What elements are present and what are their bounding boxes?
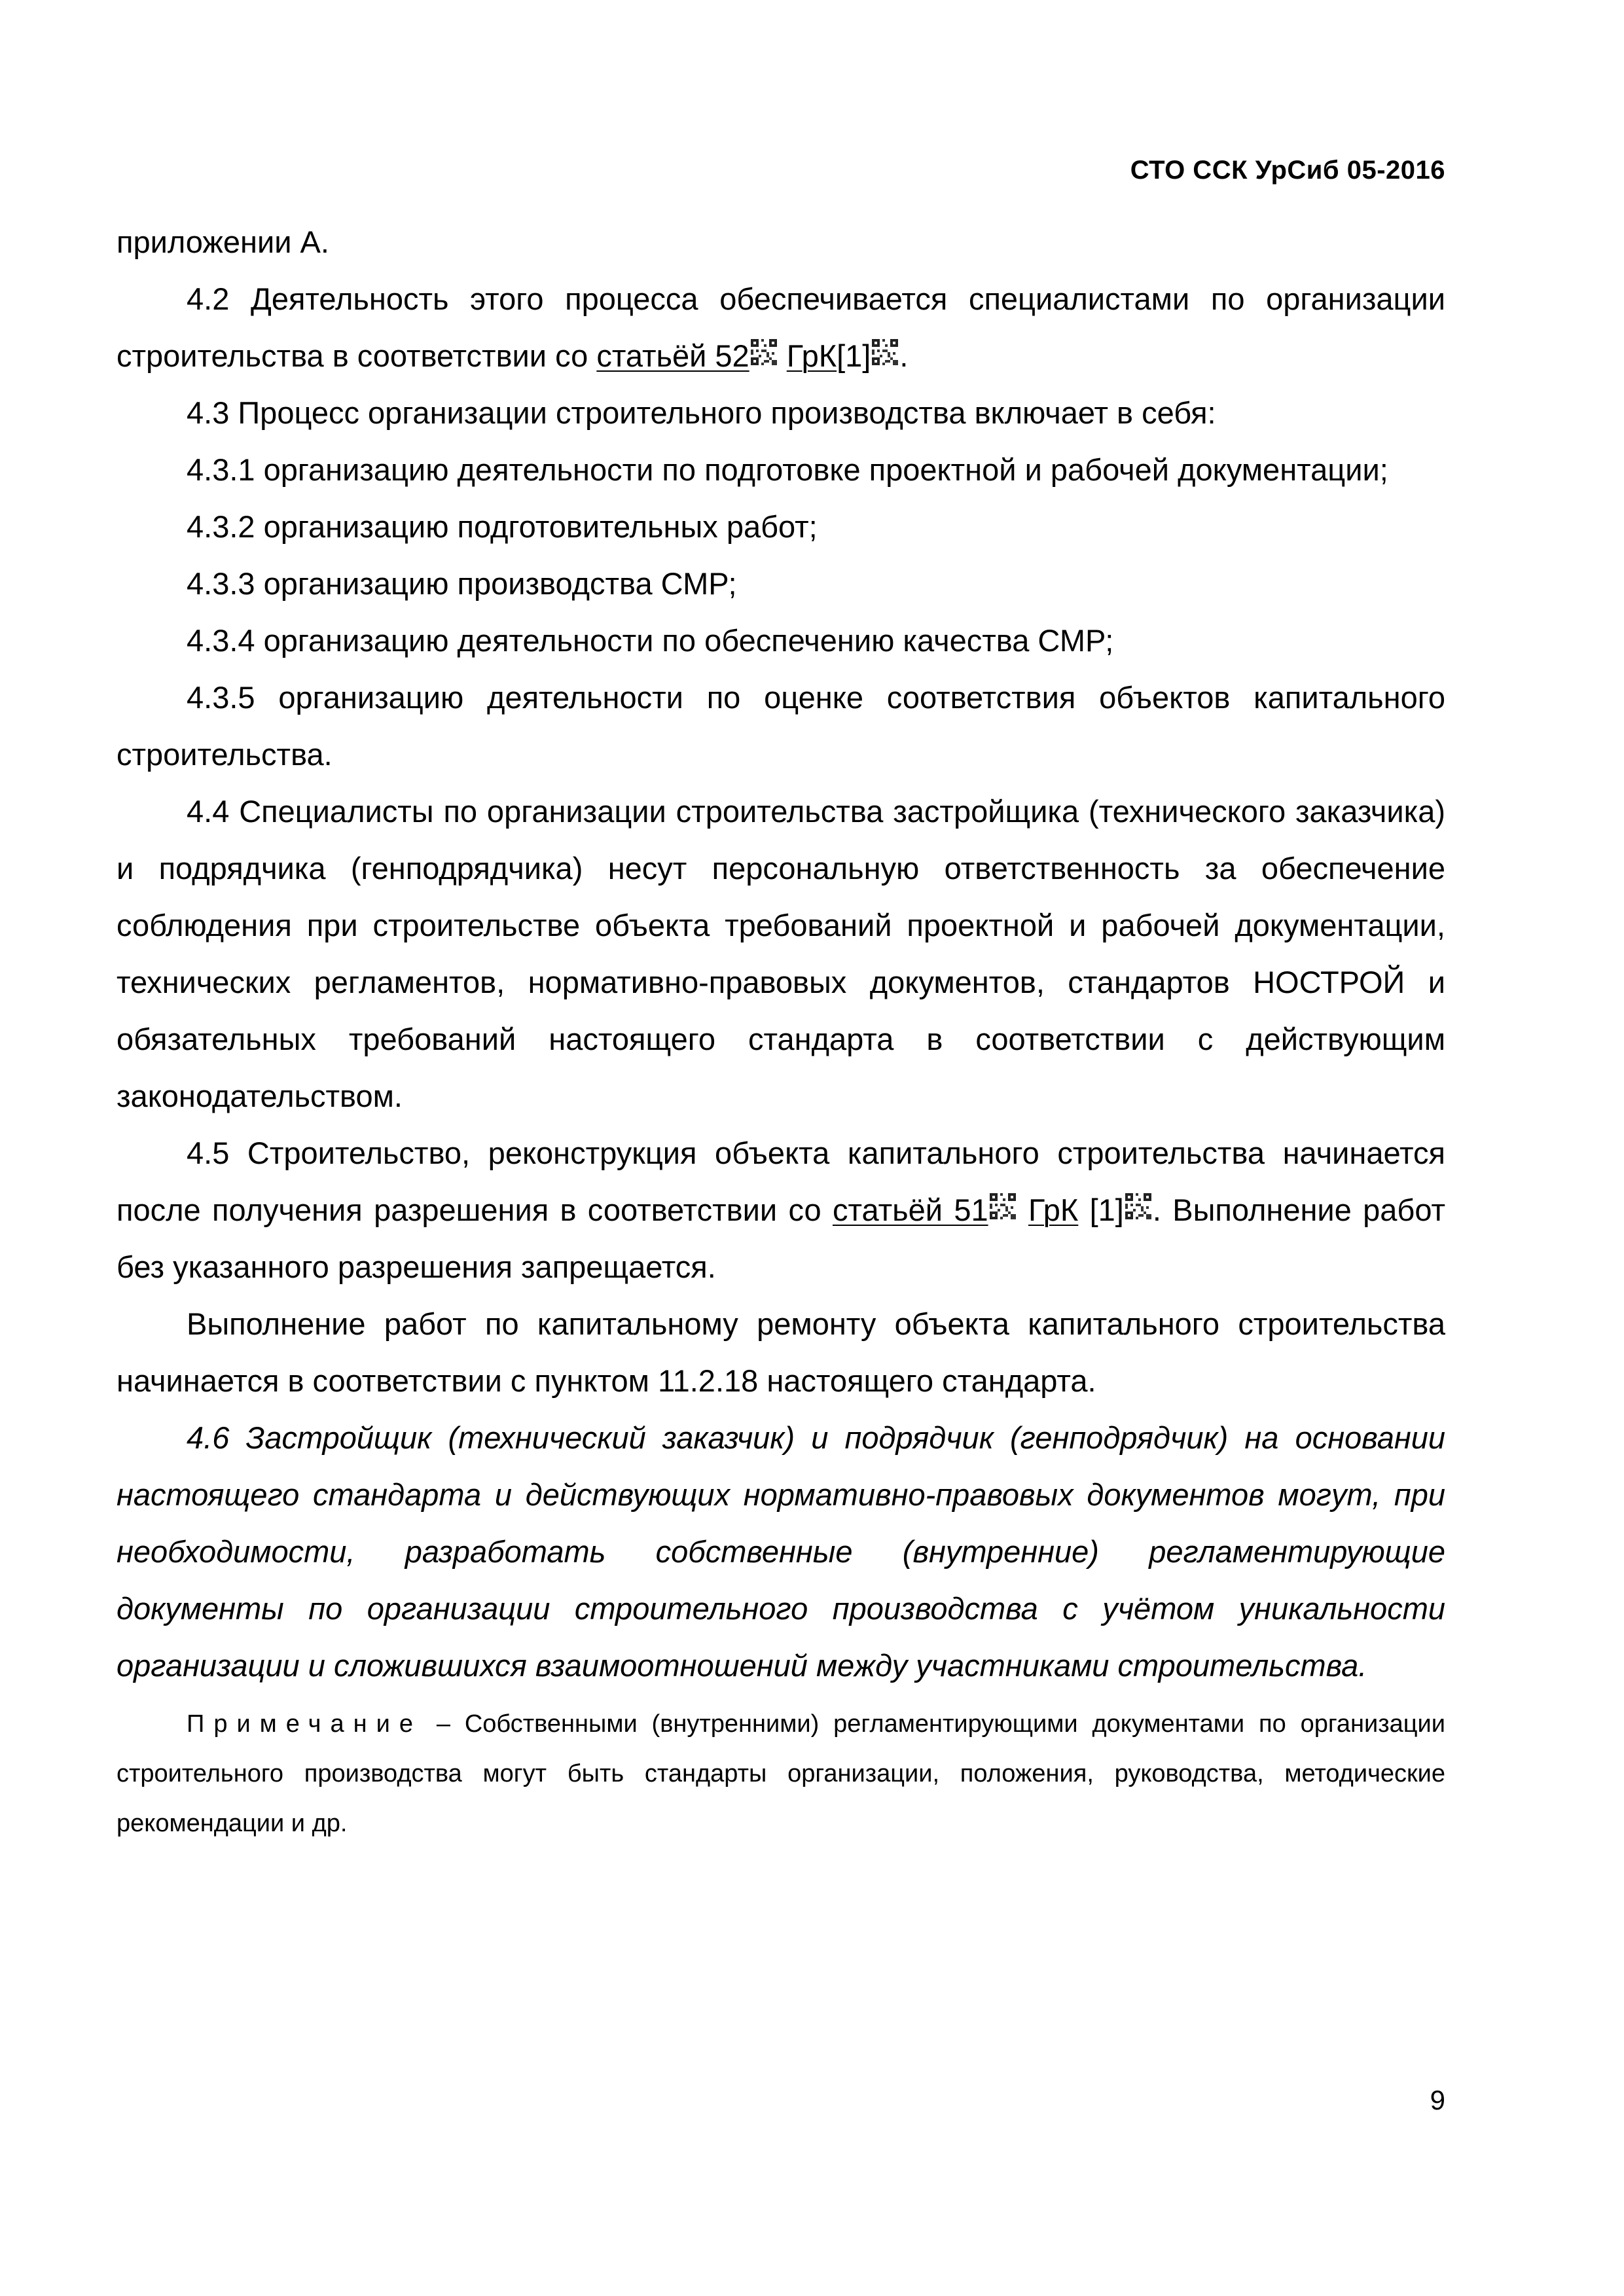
paragraph-4-3-5: 4.3.5 организацию деятельности по оценке соответствия объектов капитального строительства. [117, 680, 1445, 772]
paragraph-4-5: 4.5 Строительство, реконструкция объекта капитального строительства начинается после получения разрешения в соответствии со статьёй 51 ГрК [1] . Выполнение работ без указанного разрешения запрещается. [117, 1136, 1445, 1284]
paragraph-4-3-1: 4.3.1 организацию деятельности по подготовке проектной и рабочей документации; [187, 452, 1388, 487]
paragraph-continuation: приложении А. [117, 224, 329, 259]
article-52-link[interactable]: статьёй 52 [596, 338, 749, 373]
document-body [117, 213, 1445, 1848]
paragraph-4-5-text: 4.5 Строительство, реконструкция объекта капитального строительства начинается после получения разрешения в соответствии со [117, 1136, 1445, 1227]
qr-code-icon [990, 1193, 1016, 1219]
paragraph-4-3: 4.3 Процесс организации строительного производства включает в себя: [187, 395, 1216, 430]
note-text: – Собственными (внутренними) регламентирующими документами по организации строительного производства могут быть стандарты организации, положения, руководства, методические рекомендации и др. [117, 1710, 1445, 1837]
document-code-header: СТО ССК УрСиб 05-2016 [1130, 156, 1445, 185]
paragraph-4-6: 4.6 Застройщик (технический заказчик) и подрядчик (генподрядчик) на основании настоящего стандарта и действующих нормативно-правовых документов могут, при необходимости, разработать собственные (внутренние) регламентирующие документы по организации строительного производства с учётом уникальности организации и сложившихся взаимоотношений между участниками строительства. [117, 1420, 1445, 1683]
qr-code-icon [751, 339, 777, 365]
paragraph-4-5-continued: Выполнение работ по капитальному ремонту объекта капитального строительства начинается в соответствии с пунктом 11.2.18 настоящего стандарта. [117, 1306, 1445, 1398]
qr-code-icon [1125, 1193, 1151, 1219]
note-label: Примечание [187, 1710, 422, 1738]
paragraph-4-3-4: 4.3.4 организацию деятельности по обеспечению качества СМР; [187, 623, 1114, 658]
page-number: 9 [1430, 2085, 1445, 2115]
grk-link[interactable]: ГрК [1028, 1193, 1079, 1227]
paragraph-4-2-text: 4.2 Деятельность этого процесса обеспечивается специалистами по организации строительства в соответствии со [117, 281, 1445, 373]
note [117, 1699, 1445, 1848]
grk-link[interactable]: ГрК [786, 338, 837, 373]
qr-code-icon [872, 339, 898, 365]
paragraph-4-3-2: 4.3.2 организацию подготовительных работ; [187, 509, 818, 544]
paragraph-4-4: 4.4 Специалисты по организации строительства застройщика (технического заказчика) и подрядчика (генподрядчика) несут персональную ответственность за обеспечение соблюдения при строительстве объекта требований проектной и рабочей документации, технических регламентов, нормативно-правовых документов, стандартов НОСТРОЙ и обязательных требований настоящего стандарта в соответствии с действующим законодательством. [117, 794, 1445, 1113]
paragraph-4-3-3: 4.3.3 организацию производства СМР; [187, 566, 737, 601]
reference-marker: [1] [1078, 1193, 1124, 1227]
reference-marker: [1] [837, 338, 871, 373]
article-51-link[interactable]: статьёй 51 [832, 1193, 988, 1227]
paragraph-4-2: 4.2 Деятельность этого процесса обеспечивается специалистами по организации строительства в соответствии со статьёй 52 ГрК[1] . [117, 281, 1445, 373]
